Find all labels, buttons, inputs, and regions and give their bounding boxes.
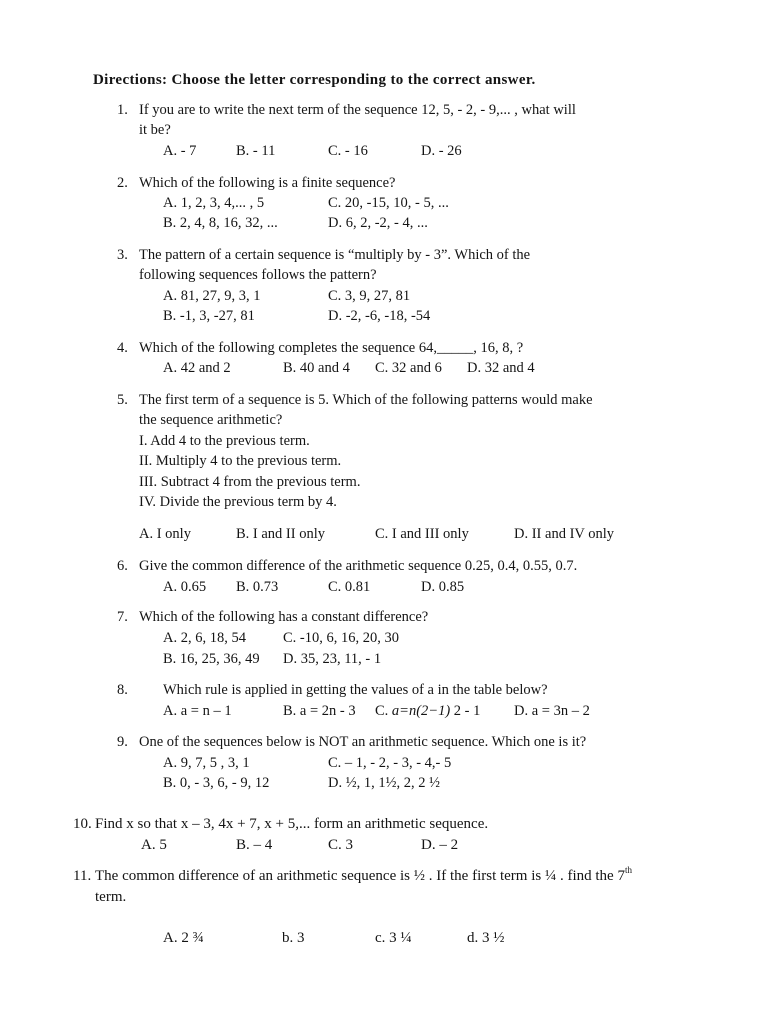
statement-ii: II. Multiply 4 to the previous term.	[139, 453, 342, 469]
question-text: If you are to write the next term of the sequence 12, 5, - 2, - 9,... , what will	[139, 102, 576, 118]
directions: Directions: Choose the letter corresponding to the correct answer.	[93, 72, 536, 88]
option-d: D. 35, 23, 11, - 1	[283, 651, 382, 667]
option-a: A. 42 and 2	[163, 360, 231, 376]
question-number: 10.	[73, 816, 92, 832]
option-a: A. a = n – 1	[163, 703, 232, 719]
question-text: The pattern of a certain sequence is “multiply by - 3”. Which of the	[139, 247, 531, 263]
statement-i: I. Add 4 to the previous term.	[139, 433, 310, 449]
option-formula: a=n(2−1)	[391, 703, 451, 719]
question-text: the sequence arithmetic?	[139, 412, 283, 428]
question-text: Which of the following is a finite sequence?	[139, 175, 396, 191]
option-d: d. 3 ½	[467, 930, 505, 946]
question-text: Which of the following has a constant difference?	[139, 609, 429, 625]
question-number: 1.	[117, 102, 128, 118]
option-d: D. 32 and 4	[467, 360, 535, 376]
question-text: Which of the following completes the sequence 64,_____, 16, 8, ?	[139, 340, 524, 356]
option-formula-rest: 2 - 1	[453, 703, 481, 719]
option-c: C. 3, 9, 27, 81	[328, 288, 411, 304]
option-a: A. I only	[139, 526, 191, 542]
option-b: B. 0.73	[236, 579, 279, 595]
question-text	[95, 865, 632, 884]
option-label: C.	[375, 703, 389, 719]
option-b: B. 16, 25, 36, 49	[163, 651, 260, 667]
question-text-main: The common difference of an arithmetic sequence is ½ . If the first term is ¼ . find the 7	[95, 868, 625, 884]
option-c: C. - 16	[328, 143, 368, 159]
option-b: B. – 4	[236, 837, 273, 853]
option-a: A. 0.65	[163, 579, 207, 595]
question-number: 4.	[117, 340, 128, 356]
option-b: B. a = 2n - 3	[283, 703, 356, 719]
option-c: C. – 1, - 2, - 3, - 4,- 5	[328, 755, 452, 771]
question-text: it be?	[139, 122, 171, 138]
question-number: 2.	[117, 175, 128, 191]
question-text: Give the common difference of the arithmetic sequence 0.25, 0.4, 0.55, 0.7.	[139, 558, 578, 574]
option-c: C. 32 and 6	[375, 360, 442, 376]
option-b: B. 0, - 3, 6, - 9, 12	[163, 775, 270, 791]
statement-iii: III. Subtract 4 from the previous term.	[139, 474, 361, 490]
option-b: B. 2, 4, 8, 16, 32, ...	[163, 215, 278, 231]
option-d: D. II and IV only	[514, 526, 615, 542]
option-d: D. – 2	[421, 837, 459, 853]
option-c	[375, 703, 480, 719]
question-number: 7.	[117, 609, 128, 625]
question-number: 3.	[117, 247, 128, 263]
option-a: A. 2 ¾	[163, 930, 204, 946]
option-b: B. I and II only	[236, 526, 325, 542]
option-d: D. 6, 2, -2, - 4, ...	[328, 215, 428, 231]
option-d: D. - 26	[421, 143, 462, 159]
option-a: A. 5	[141, 837, 167, 853]
statement-iv: IV. Divide the previous term by 4.	[139, 494, 337, 510]
ordinal-superscript: th	[624, 865, 632, 875]
question-number: 11.	[73, 868, 92, 884]
question-number: 6.	[117, 558, 128, 574]
option-c: c. 3 ¼	[375, 930, 412, 946]
question-number: 8.	[117, 682, 128, 698]
question-text: Which rule is applied in getting the values of a in the table below?	[163, 682, 548, 698]
question-number: 9.	[117, 734, 128, 750]
option-c: C. 3	[328, 837, 354, 853]
option-c: C. 20, -15, 10, - 5, ...	[328, 195, 449, 211]
option-c: C. I and III only	[375, 526, 469, 542]
question-number: 5.	[117, 392, 128, 408]
option-a: A. 81, 27, 9, 3, 1	[163, 288, 261, 304]
option-c: C. -10, 6, 16, 20, 30	[283, 630, 399, 646]
option-b: B. 40 and 4	[283, 360, 350, 376]
option-d: D. ½, 1, 1½, 2, 2 ½	[328, 775, 440, 791]
option-b: B. - 11	[236, 143, 276, 159]
option-a: A. - 7	[163, 143, 197, 159]
question-text: following sequences follows the pattern?	[139, 267, 377, 283]
option-a: A. 2, 6, 18, 54	[163, 630, 246, 646]
option-b: b. 3	[282, 930, 305, 946]
option-b: B. -1, 3, -27, 81	[163, 308, 255, 324]
question-text: Find x so that x – 3, 4x + 7, x + 5,... form an arithmetic sequence.	[95, 816, 489, 832]
question-text: One of the sequences below is NOT an arithmetic sequence. Which one is it?	[139, 734, 587, 750]
option-d: D. -2, -6, -18, -54	[328, 308, 431, 324]
option-c: C. 0.81	[328, 579, 371, 595]
question-text: The first term of a sequence is 5. Which of the following patterns would make	[139, 392, 593, 408]
option-d: D. 0.85	[421, 579, 465, 595]
question-text: term.	[95, 889, 127, 905]
option-a: A. 1, 2, 3, 4,... , 5	[163, 195, 265, 211]
option-a: A. 9, 7, 5 , 3, 1	[163, 755, 250, 771]
option-d: D. a = 3n – 2	[514, 703, 590, 719]
